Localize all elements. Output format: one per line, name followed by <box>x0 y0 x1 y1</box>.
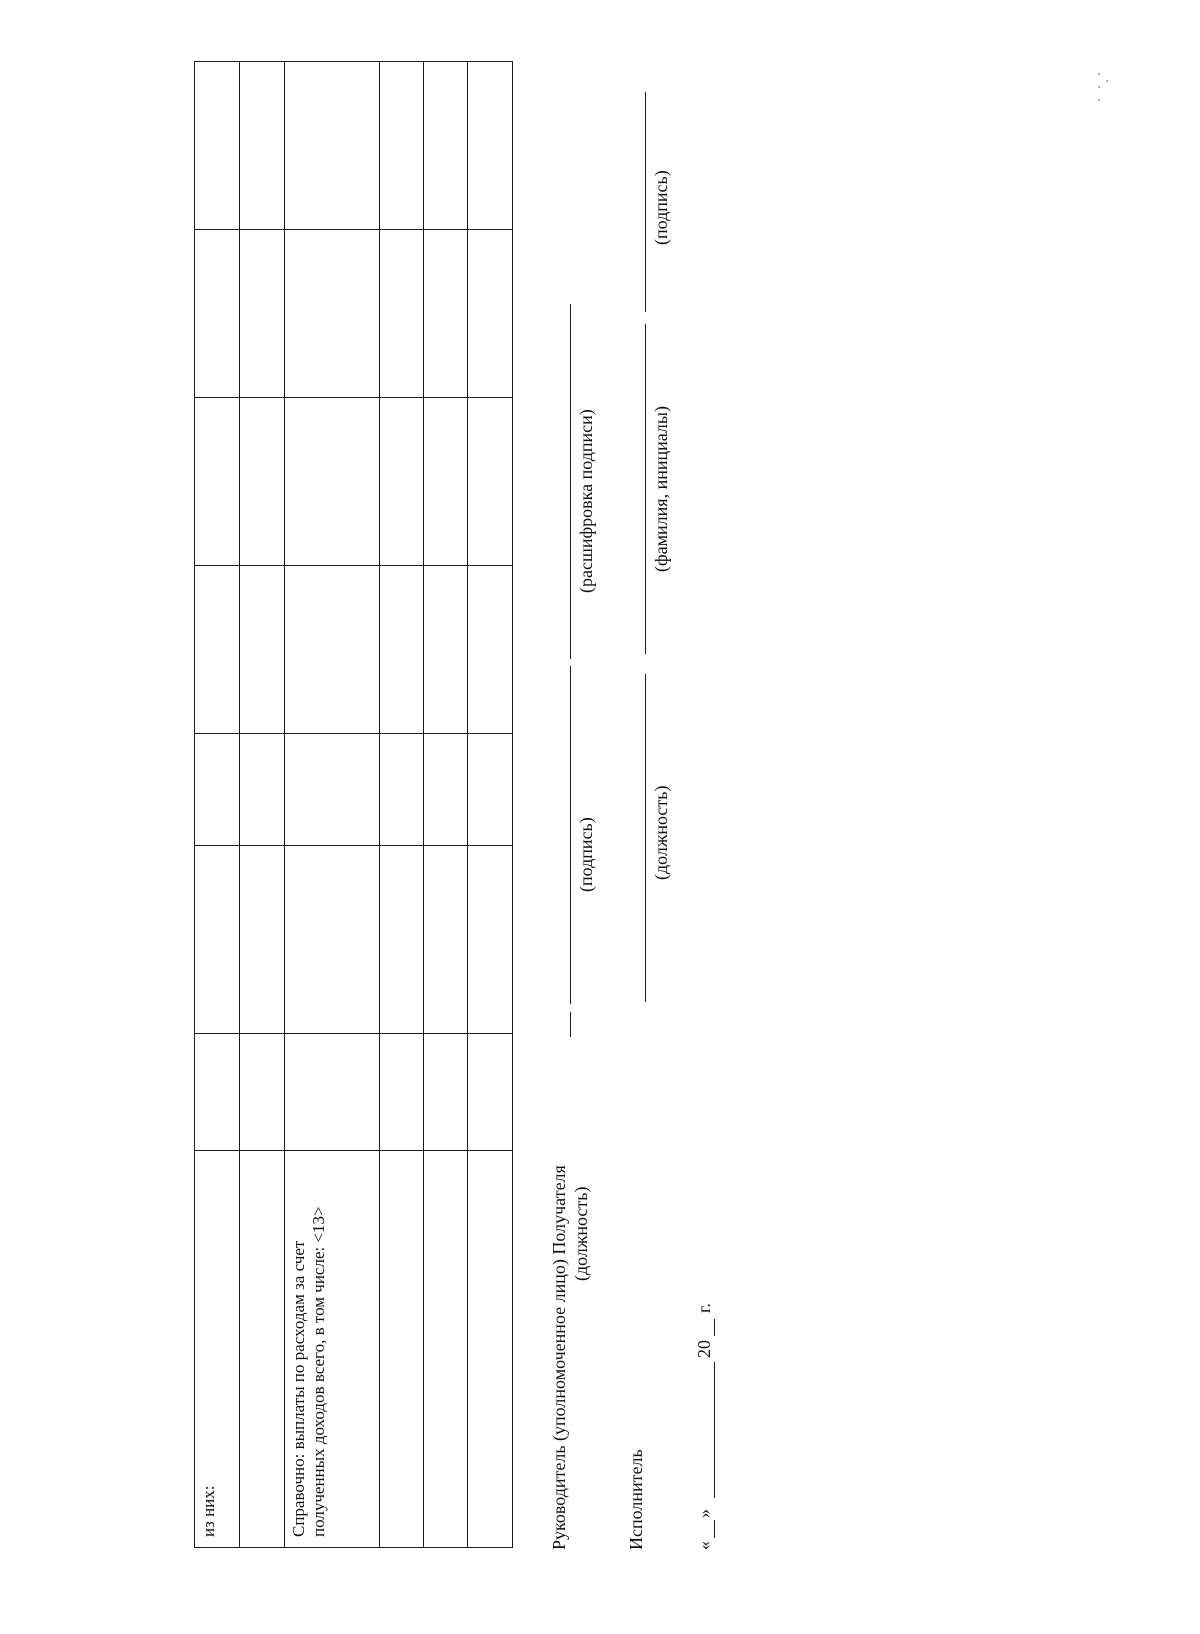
executor-label: Исполнитель <box>626 1449 646 1550</box>
head-position-line <box>570 1012 571 1037</box>
table-row <box>195 62 240 1548</box>
head-position-caption: (должность) <box>571 1186 591 1281</box>
head-label: Руководитель (уполномоченное лицо) Получателя <box>549 1165 569 1550</box>
row-label: Справочно: выплаты по расходам за счет полученных доходов всего, в том числе: <13> <box>285 1151 380 1548</box>
executor-position-line <box>645 674 646 1002</box>
scan-speck <box>1106 80 1108 82</box>
date-close-quote: » <box>694 1509 714 1518</box>
row-label <box>468 1151 513 1548</box>
date-year-suffix: г. <box>694 1303 714 1313</box>
date-year-prefix: 20 <box>694 1340 714 1358</box>
date-day-line <box>714 1520 715 1538</box>
executor-signature-caption: (подпись) <box>651 170 671 245</box>
head-name-caption: (расшифровка подписи) <box>576 409 596 593</box>
date-open-quote: « <box>694 1541 714 1550</box>
table-row <box>468 62 513 1548</box>
date-month-line <box>714 1362 715 1498</box>
row-label <box>424 1151 468 1548</box>
executor-position-caption: (должность) <box>651 785 671 880</box>
row-label: из них: <box>195 1151 240 1548</box>
table-row <box>285 62 380 1548</box>
head-name-line <box>570 304 571 659</box>
scan-speck <box>1098 99 1100 101</box>
date-year-line <box>714 1319 715 1336</box>
scan-speck <box>1098 86 1100 88</box>
executor-signature-line <box>645 92 646 312</box>
executor-name-caption: (фамилия, инициалы) <box>651 406 671 572</box>
table-row <box>380 62 424 1548</box>
head-signature-line <box>570 666 571 1004</box>
row-label <box>240 1151 285 1548</box>
data-table <box>194 61 513 1548</box>
scan-speck <box>1098 73 1100 75</box>
table-row <box>240 62 285 1548</box>
executor-name-line <box>645 324 646 654</box>
table-row <box>424 62 468 1548</box>
row-label <box>380 1151 424 1548</box>
head-signature-caption: (подпись) <box>576 817 596 892</box>
